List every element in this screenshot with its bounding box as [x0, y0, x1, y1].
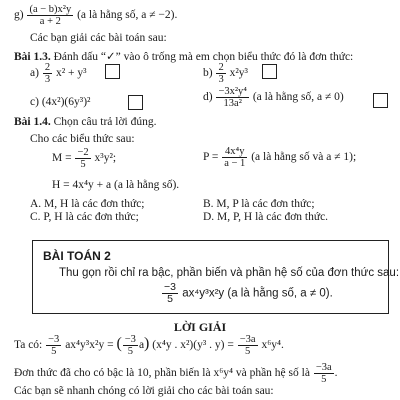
option-d-numerator: −3x²y⁴: [218, 86, 247, 97]
expression-m-denominator: 5: [75, 158, 90, 170]
checkbox-option-b[interactable]: [262, 64, 277, 79]
option-b-fraction: [216, 62, 225, 85]
option-a-fraction: [43, 62, 52, 85]
exercise-1-3-label: Bài 1.3.: [14, 51, 51, 63]
solution-fraction-2-numerator: −3: [124, 334, 136, 345]
solution-heading: LỜI GIẢI: [173, 320, 227, 334]
expression-p-tail: (a là hằng số và a ≠ 1);: [251, 151, 357, 164]
answer-option-d[interactable]: D. M, P, H là các đơn thức.: [203, 211, 329, 223]
exercise-1-4-header: [14, 117, 156, 129]
problem-2-expression: [161, 282, 333, 305]
option-c-expression: (4x²)(6y³)²: [41, 96, 91, 108]
option-b-denominator: 3: [218, 74, 224, 86]
solution-part-4: x⁶y⁴.: [261, 339, 284, 352]
expression-p-fraction: [222, 146, 247, 169]
option-c: [30, 97, 90, 109]
close-paren: ): [144, 335, 150, 353]
solution-fraction-3: [238, 334, 258, 357]
solution-end-punctuation: .: [334, 367, 338, 380]
option-d-fraction: [216, 86, 248, 109]
solution-fraction-3-numerator: −3a: [239, 334, 256, 345]
solution-fraction-1-numerator: −3: [48, 334, 60, 345]
exercise-1-3-text: Đánh dấu “✓” vào ô trống mà em chọn biểu thức đó là đơn thức:: [53, 51, 354, 63]
solution-part-2: a: [138, 339, 145, 352]
solution-conclusion-text: Đơn thức đã cho có bậc là 10, phần biến là x⁶y⁴ và phần hệ số là: [14, 367, 310, 380]
expression-m-fraction: [75, 147, 90, 170]
solution-fraction-1-denominator: 5: [46, 345, 61, 357]
solution-equation: [14, 334, 284, 357]
invite-text-1: Các bạn giải các bài toán sau:: [30, 32, 167, 44]
expression-p-denominator: a − 1: [224, 158, 246, 170]
solution-part-1: ax⁴y³x²y =: [65, 339, 114, 352]
solution-fraction-2-denominator: 5: [123, 345, 138, 357]
checkbox-option-a[interactable]: [105, 64, 120, 79]
answer-option-b[interactable]: B. M, P là các đơn thức;: [203, 198, 315, 210]
option-b-expression: x²y³: [229, 67, 248, 80]
option-d-denominator: 13a²: [216, 97, 248, 109]
option-a-label: a): [30, 67, 39, 80]
solution-fraction-3-denominator: 5: [238, 345, 258, 357]
option-a: [30, 62, 87, 85]
expression-m-numerator: −2: [77, 147, 89, 158]
expression-p: [203, 146, 356, 169]
invite-text-2: Các bạn sẽ nhanh chóng có lời giải cho các bài toán sau:: [14, 385, 274, 397]
problem-2-denominator: 5: [162, 293, 178, 305]
expression-m-rest: x³y²;: [94, 152, 117, 165]
expression-p-numerator: 4x⁴y: [225, 146, 245, 157]
problem-2-rest: ax⁴y³x²y (a là hằng số, a ≠ 0).: [182, 287, 333, 300]
solution-fraction-1: [46, 334, 61, 357]
option-d: [203, 86, 344, 109]
expression-m-lhs: M =: [52, 152, 72, 165]
item-g-tail: (a là hằng số, a ≠ −2).: [77, 9, 178, 22]
solution-intro: Ta có:: [14, 339, 43, 352]
solution-fraction-4: [314, 362, 334, 385]
problem-2-box: [32, 240, 400, 314]
expression-m: [52, 147, 116, 170]
item-g-label: g): [14, 9, 24, 22]
solution-part-3: (x⁴y . x²)(y³ . y) =: [152, 339, 234, 352]
solution-fraction-4-denominator: 5: [314, 373, 334, 385]
expression-h: H = 4x⁴y + a (a là hằng số).: [52, 179, 180, 191]
option-d-label: d): [203, 91, 213, 104]
exercise-1-4-intro: Cho các biểu thức sau:: [30, 133, 135, 145]
expression-p-lhs: P =: [203, 151, 219, 164]
item-g-denominator: a + 2: [27, 15, 73, 27]
option-a-expression: x² + y³: [55, 67, 87, 80]
checkbox-option-d[interactable]: [373, 93, 388, 108]
solution-fraction-2: [123, 334, 138, 357]
open-paren: (: [116, 335, 122, 353]
answer-option-c[interactable]: C. P, H là các đơn thức;: [30, 211, 139, 223]
option-d-tail: (a là hằng số, a ≠ 0): [252, 91, 344, 104]
option-a-denominator: 3: [44, 74, 51, 86]
option-b: [203, 62, 248, 85]
solution-conclusion: [14, 362, 338, 385]
problem-2-question: Thu gọn rồi chỉ ra bậc, phần biến và phần hệ số của đơn thức sau:: [59, 267, 400, 279]
option-b-label: b): [203, 67, 213, 80]
solution-fraction-4-numerator: −3a: [315, 362, 332, 373]
option-c-label: c): [30, 96, 39, 108]
exercise-1-4-label: Bài 1.4.: [14, 116, 51, 128]
problem-2-fraction: [162, 282, 178, 305]
option-b-numerator: 2: [218, 62, 224, 73]
item-g: [14, 4, 177, 27]
answer-option-a[interactable]: A. M, H là các đơn thức;: [30, 198, 145, 210]
item-g-fraction: [27, 4, 73, 27]
exercise-1-4-text: Chọn câu trả lời đúng.: [53, 116, 157, 128]
problem-2-title: BÀI TOÁN 2: [43, 249, 111, 263]
problem-2-numerator: −3: [164, 281, 176, 293]
checkbox-option-c[interactable]: [128, 95, 143, 110]
option-a-numerator: 2: [44, 62, 51, 73]
item-g-numerator: (a − b)x²y: [29, 4, 72, 15]
